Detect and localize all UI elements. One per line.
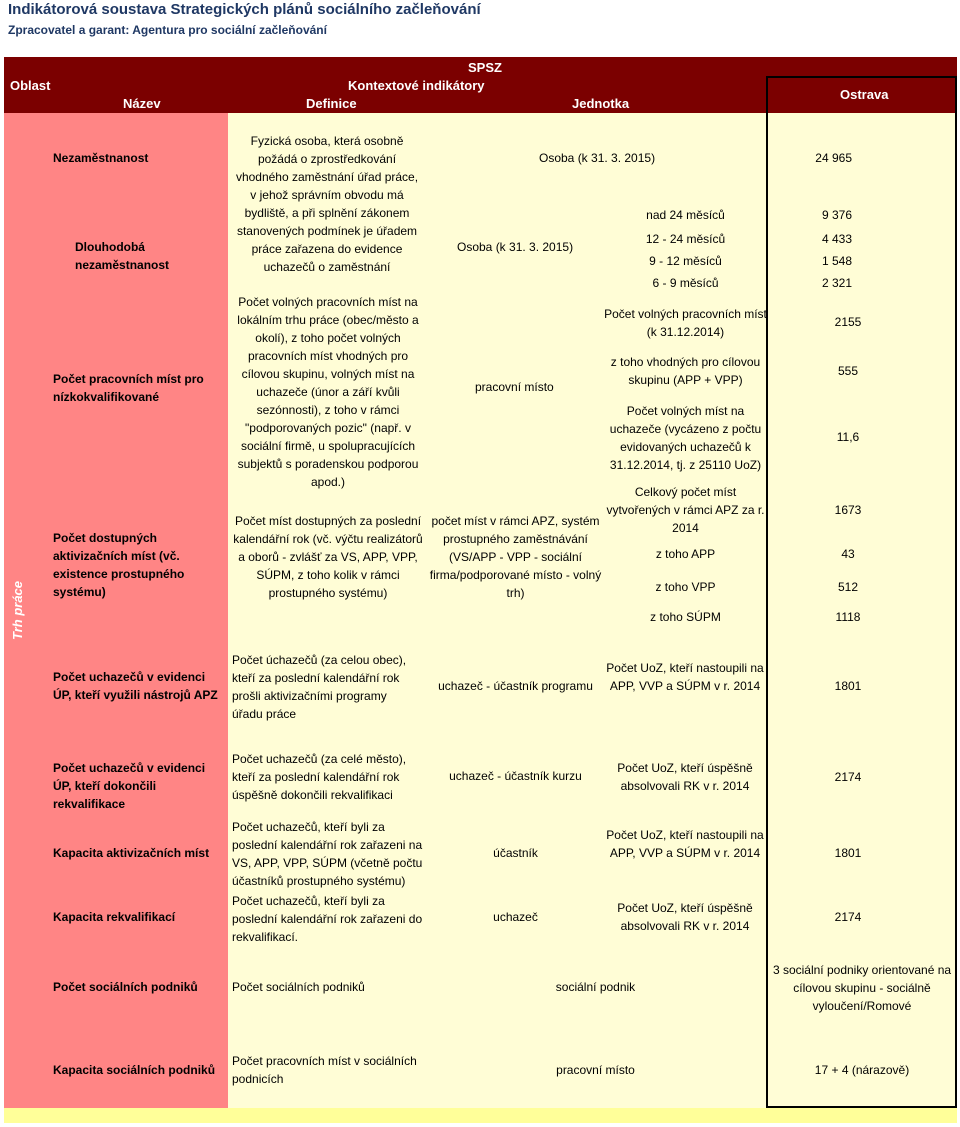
page-subtitle: Zpracovatel a garant: Agentura pro sociální začleňování xyxy=(8,23,327,37)
row-name: Počet sociálních podniků xyxy=(53,980,198,994)
sub-value: 2155 xyxy=(834,315,862,329)
row-name: Počet uchazečů v evidenci ÚP, kteří dokončili rekvalifikace xyxy=(53,761,206,811)
sub-value: 1673 xyxy=(834,503,862,517)
row-definition: Počet uchazečů (za celé město), kteří za poslední kalendářní rok úspěšně dokončili rekvalifikaci xyxy=(232,752,407,802)
header-nazev: Název xyxy=(123,96,161,111)
row-value: 1801 xyxy=(834,846,862,860)
row-value: 2174 xyxy=(834,910,862,924)
sub-label: z toho SÚPM xyxy=(650,610,721,624)
row-name: Nezaměstnanost xyxy=(53,151,149,165)
sub-label: z toho VPP xyxy=(655,580,716,594)
row-value: 3 sociální podniky orientované na cílovou skupinu - sociálně vyloučení/Romové xyxy=(772,963,952,1013)
header-jednotka: Jednotka xyxy=(572,96,630,111)
sub-label: 6 - 9 měsíců xyxy=(652,276,719,290)
row-unit: uchazeč xyxy=(493,910,538,924)
area-label: Trh práce xyxy=(10,580,25,640)
row-definition: Počet volných pracovních míst na lokálním trhu práce (obec/město a okolí), z toho počet volných pracovních míst vhodných pro cílovou skupinu, volných míst na uchazeče (únor a září kvůli sezónnosti), z toho v rámci "podporovaných pozic" (např. v sociální firmě, u spolupracujících subjektů s poradenskou podporou apod.) xyxy=(237,295,419,489)
row-value: 1801 xyxy=(834,679,862,693)
row-definition: Počet pracovních míst v sociálních podnicích xyxy=(232,1054,417,1086)
row-unit: počet míst v rámci APZ, systém prostupného zaměstnávání (VS/APP - VPP - sociální firma/podporované místo - volný trh) xyxy=(429,514,602,600)
row-label: Počet UoZ, kteří úspěšně absolvovali RK v r. 2014 xyxy=(617,901,753,933)
sub-label: z toho APP xyxy=(655,547,716,561)
sub-label: Počet volných pracovních míst (k 31.12.2014) xyxy=(604,307,767,339)
sub-value: 11,6 xyxy=(836,430,860,444)
row-label: Počet UoZ, kteří úspěšně absolvovali RK v r. 2014 xyxy=(617,761,753,793)
row-unit: sociální podnik xyxy=(555,980,636,994)
sub-value: 2 321 xyxy=(821,276,852,290)
row-name: Počet pracovních míst pro nízkokvalifikované xyxy=(53,372,204,404)
sub-value: 512 xyxy=(837,580,859,594)
row-name: Počet dostupných aktivizačních míst (vč. existence prostupného systému) xyxy=(53,531,185,599)
table-footer-band xyxy=(4,1108,957,1123)
row-name: Kapacita sociálních podniků xyxy=(53,1063,216,1077)
row-definition: Počet úchazečů (za celou obec), kteří za poslední kalendářní rok prošli aktivizačními programy úřadu práce xyxy=(232,653,407,721)
row-definition: Počet uchazečů, kteří byli za poslední kalendářní rok zařazeni do rekvalifikací. xyxy=(232,894,423,944)
sub-value: 1118 xyxy=(835,610,861,624)
row-label: Počet UoZ, kteří nastoupili na APP, VVP a SÚPM v r. 2014 xyxy=(606,828,764,860)
row-unit: uchazeč - účastník kurzu xyxy=(449,769,582,783)
page-title: Indikátorová soustava Strategických plánů sociálního začleňování xyxy=(8,1,481,18)
row-unit: uchazeč - účastník programu xyxy=(438,679,593,693)
sub-value: 1 548 xyxy=(821,254,852,268)
sub-label: Celkový počet míst vytvořených v rámci APZ za r. 2014 xyxy=(606,485,765,535)
header-oblast: Oblast xyxy=(10,78,51,93)
sub-value: 43 xyxy=(841,547,855,561)
row-definition: Počet sociálních podniků xyxy=(232,980,365,994)
sub-label: Počet volných míst na uchazeče (vycázeno z počtu evidovaných uchazečů k 31.12.2014, tj. z 25110 UoZ) xyxy=(609,404,762,472)
row-unit: účastník xyxy=(493,846,538,860)
row-unit: pracovní místo xyxy=(475,380,554,394)
row-name: Dlouhodobá nezaměstnanost xyxy=(75,240,170,272)
row-value: 2174 xyxy=(834,770,862,784)
sub-value: 555 xyxy=(837,364,859,378)
row-value: 24 965 xyxy=(815,151,852,165)
row-name: Počet uchazečů v evidenci ÚP, kteří využili nástrojů APZ xyxy=(53,670,218,702)
sub-label: z toho vhodných pro cílovou skupinu (APP + VPP) xyxy=(610,355,761,387)
sub-label: nad 24 měsíců xyxy=(646,208,725,222)
row-name: Kapacita aktivizačních míst xyxy=(53,846,210,860)
row-unit: pracovní místo xyxy=(556,1063,635,1077)
row-definition: Počet míst dostupných za poslední kalendářní rok (vč. výčtu realizátorů a oborů - zvlášť za VS, APP, VPP, SÚPM, z toho kolik v rámci prostupného systému) xyxy=(233,514,423,600)
header-kontextove: Kontextové indikátory xyxy=(348,78,485,93)
sub-label: 9 - 12 měsíců xyxy=(649,254,722,268)
sub-value: 9 376 xyxy=(821,208,852,222)
sub-label: 12 - 24 měsíců xyxy=(645,232,726,246)
row-label: Počet UoZ, kteří nastoupili na APP, VVP a SÚPM v r. 2014 xyxy=(606,661,764,693)
header-spsz: SPSZ xyxy=(468,60,502,75)
row-value: 17 + 4 (nárazově) xyxy=(814,1063,910,1077)
header-ostrava: Ostrava xyxy=(840,87,889,102)
row-definition: Fyzická osoba, která osobně požádá o zprostředkování vhodného zaměstnání úřad práce, v jehož správním obvodu má bydliště, a při splnění zákonem stanovených podmínek je úřadem práce zařazena do evidence uchazečů o zaměstnání xyxy=(235,134,419,274)
row-unit: Osoba (k 31. 3. 2015) xyxy=(539,151,656,165)
row-definition: Počet uchazečů, kteří byli za poslední kalendářní rok zařazeni na VS, APP, VPP, SÚPM (včetně počtu účastníků prostupného systému) xyxy=(232,820,423,888)
row-unit: Osoba (k 31. 3. 2015) xyxy=(457,240,574,254)
sub-value: 4 433 xyxy=(821,232,852,246)
header-definice: Definice xyxy=(306,96,357,111)
row-name: Kapacita rekvalifikací xyxy=(53,910,176,924)
